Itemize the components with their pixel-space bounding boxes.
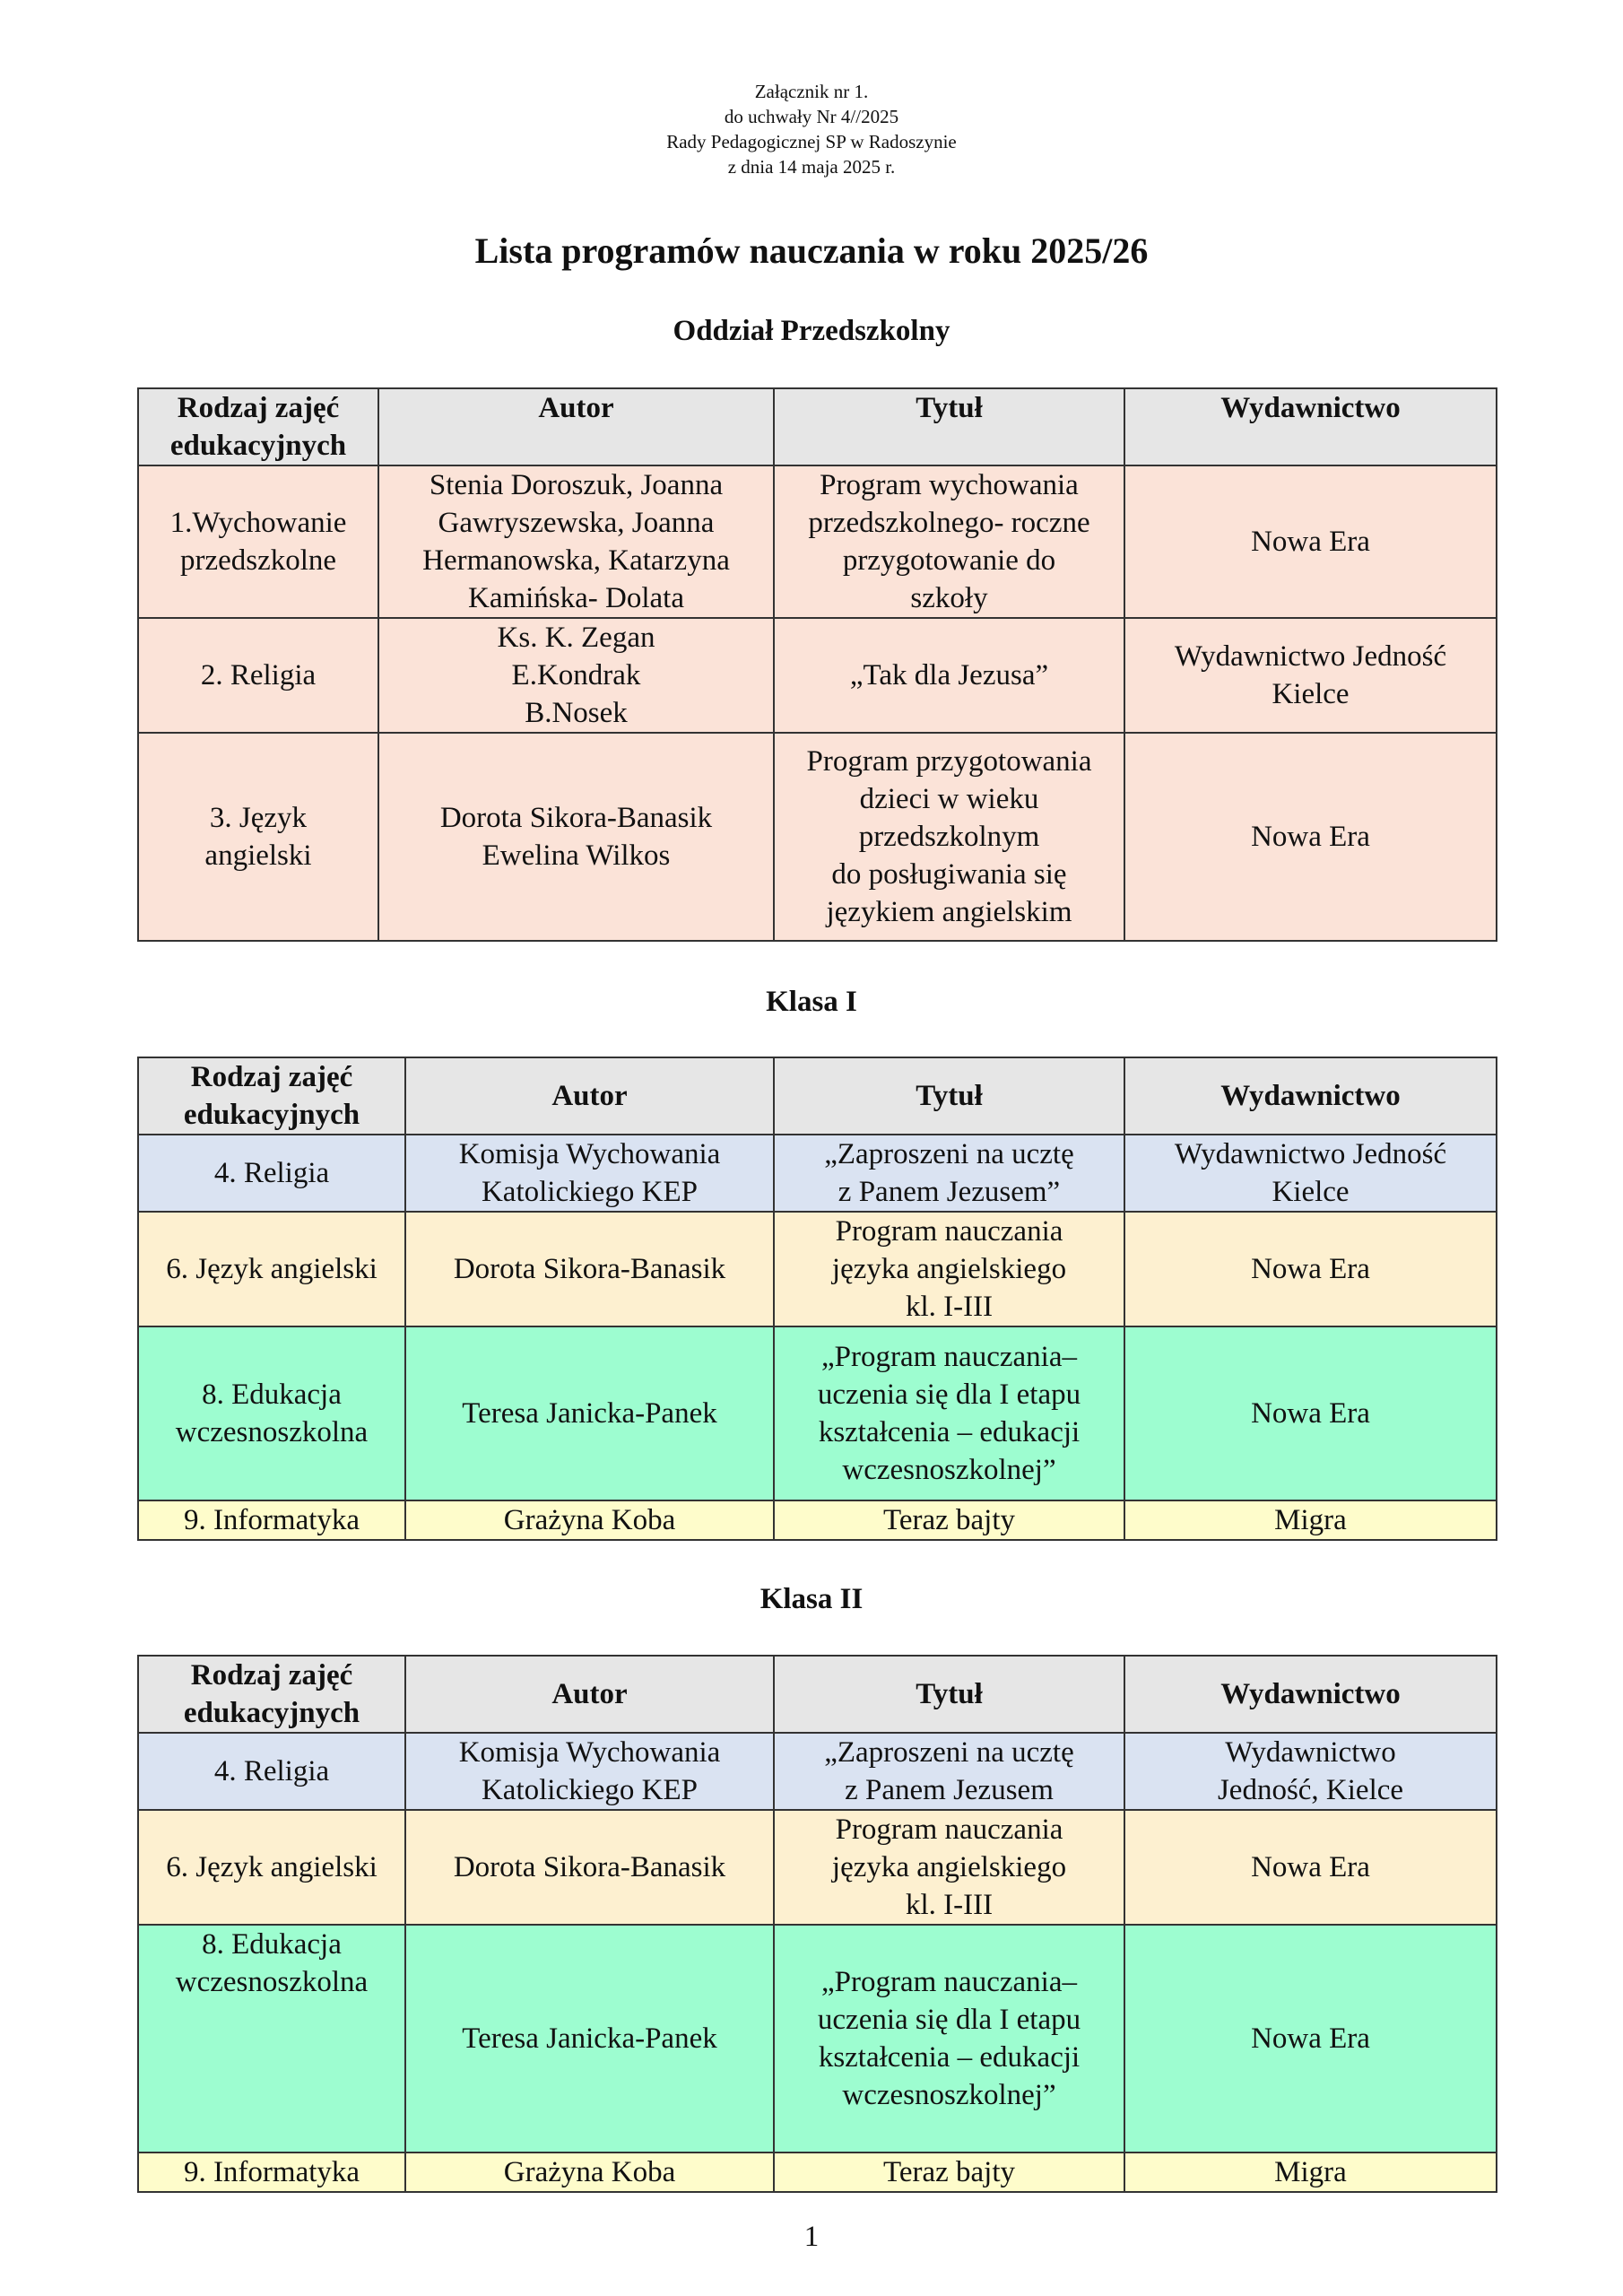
attachment-note [0,79,1623,179]
cell-publisher: Wydawnictwo Jedność Kielce [1124,1135,1497,1212]
cell-publisher: Nowa Era [1124,1212,1497,1326]
cell-author: Dorota Sikora-Banasik [405,1810,774,1925]
cell-subject: 4. Religia [138,1733,405,1810]
program-table-class-1 [137,1057,1497,1541]
table-row [138,733,1497,941]
attachment-note-line: z dnia 14 maja 2025 r. [727,156,896,178]
cell-subject: 6. Język angielski [138,1212,405,1326]
document-title: Lista programów nauczania w roku 2025/26 [474,230,1149,271]
column-header-publisher: Wydawnictwo [1124,1057,1497,1135]
column-header-author: Autor [378,388,774,465]
table-header-row [138,388,1497,465]
column-header-subject: Rodzaj zajęć edukacyjnych [138,1656,405,1733]
cell-author: Teresa Janicka-Panek [405,1925,774,2152]
cell-publisher: Nowa Era [1124,1810,1497,1925]
table-row [138,2152,1497,2192]
column-header-publisher: Wydawnictwo [1124,1656,1497,1733]
cell-subject: 1.Wychowanie przedszkolne [138,465,378,618]
cell-author: Ks. K. Zegan E.Kondrak B.Nosek [378,618,774,733]
column-header-subject: Rodzaj zajęć edukacyjnych [138,388,378,465]
program-table-class-2 [137,1655,1497,2193]
cell-title: Program nauczania języka angielskiego kl. I-III [774,1810,1124,1925]
cell-subject: 8. Edukacja wczesnoszkolna [138,1326,405,1500]
table-row [138,1925,1497,2152]
cell-publisher: Wydawnictwo Jedność Kielce [1124,618,1497,733]
section-heading-class-2: Klasa II [759,1583,864,1615]
cell-subject: 6. Język angielski [138,1810,405,1925]
column-header-title: Tytuł [774,1656,1124,1733]
cell-author: Dorota Sikora-Banasik [405,1212,774,1326]
attachment-note-line: do uchwały Nr 4//2025 [724,106,899,127]
cell-title: „Tak dla Jezusa” [774,618,1124,733]
cell-subject: 2. Religia [138,618,378,733]
cell-publisher: Migra [1124,1500,1497,1540]
cell-author: Teresa Janicka-Panek [405,1326,774,1500]
page-number: 1 [803,2221,820,2253]
cell-subject: 4. Religia [138,1135,405,1212]
column-header-publisher: Wydawnictwo [1124,388,1497,465]
cell-title: „Zaproszeni na ucztę z Panem Jezusem [774,1733,1124,1810]
cell-title: „Zaproszeni na ucztę z Panem Jezusem” [774,1135,1124,1212]
cell-publisher: Nowa Era [1124,1326,1497,1500]
cell-author: Komisja Wychowania Katolickiego KEP [405,1733,774,1810]
cell-author: Grażyna Koba [405,1500,774,1540]
cell-title: „Program nauczania– uczenia się dla I etapu kształcenia – edukacji wczesnoszkolnej” [774,1925,1124,2152]
cell-title: Teraz bajty [774,2152,1124,2192]
column-header-author: Autor [405,1656,774,1733]
program-table-preschool [137,387,1497,942]
cell-title: Program wychowania przedszkolnego- roczne przygotowanie do szkoły [774,465,1124,618]
attachment-note-line: Załącznik nr 1. [754,81,869,102]
section-heading-class-1: Klasa I [766,986,857,1018]
attachment-note-line: Rady Pedagogicznej SP w Radoszynie [666,131,957,152]
table-row [138,1326,1497,1500]
table-row [138,465,1497,618]
cell-author: Stenia Doroszuk, Joanna Gawryszewska, Joanna Hermanowska, Katarzyna Kamińska- Dolata [378,465,774,618]
cell-subject: 9. Informatyka [138,1500,405,1540]
cell-publisher: Nowa Era [1124,1925,1497,2152]
column-header-subject: Rodzaj zajęć edukacyjnych [138,1057,405,1135]
table-row [138,618,1497,733]
cell-subject: 8. Edukacja wczesnoszkolna [138,1925,405,2152]
cell-author: Dorota Sikora-Banasik Ewelina Wilkos [378,733,774,941]
section-heading-preschool: Oddział Przedszkolny [673,315,950,347]
cell-title: Program nauczania języka angielskiego kl. I-III [774,1212,1124,1326]
table-row [138,1135,1497,1212]
table-header-row [138,1656,1497,1733]
cell-title: „Program nauczania– uczenia się dla I etapu kształcenia – edukacji wczesnoszkolnej” [774,1326,1124,1500]
cell-publisher: Migra [1124,2152,1497,2192]
cell-subject: 9. Informatyka [138,2152,405,2192]
table-row [138,1810,1497,1925]
cell-subject: 3. Język angielski [138,733,378,941]
cell-author: Grażyna Koba [405,2152,774,2192]
cell-publisher: Wydawnictwo Jedność, Kielce [1124,1733,1497,1810]
cell-author: Komisja Wychowania Katolickiego KEP [405,1135,774,1212]
table-row [138,1500,1497,1540]
cell-publisher: Nowa Era [1124,465,1497,618]
cell-title: Teraz bajty [774,1500,1124,1540]
table-row [138,1212,1497,1326]
column-header-author: Autor [405,1057,774,1135]
cell-title: Program przygotowania dzieci w wieku przedszkolnym do posługiwania się językiem angielskim [774,733,1124,941]
table-header-row [138,1057,1497,1135]
column-header-title: Tytuł [774,388,1124,465]
column-header-title: Tytuł [774,1057,1124,1135]
table-row [138,1733,1497,1810]
cell-publisher: Nowa Era [1124,733,1497,941]
